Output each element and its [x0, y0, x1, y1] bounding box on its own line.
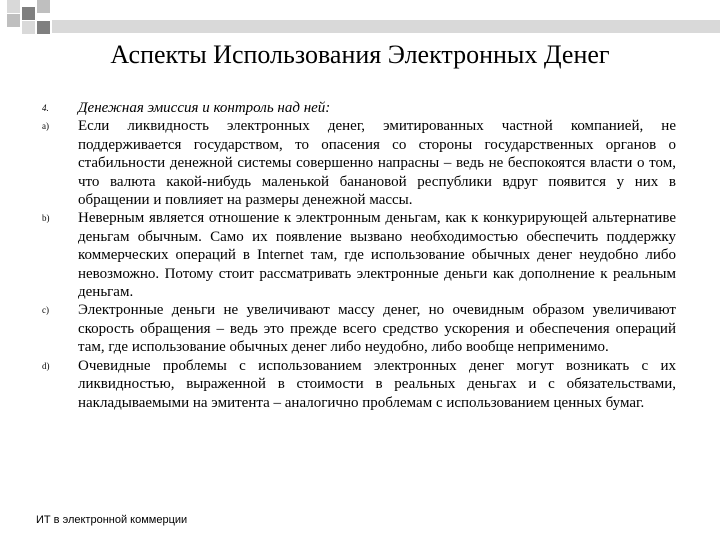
decor-bar: [52, 20, 720, 33]
decor-square: [37, 21, 50, 34]
decor-square: [7, 0, 20, 13]
item-marker: c): [42, 305, 49, 316]
item-marker: d): [42, 360, 50, 371]
list-item: [40, 117, 676, 209]
item-marker: a): [42, 121, 49, 132]
item-marker: b): [42, 213, 50, 224]
item-text: Очевидные проблемы с использованием электронных денег могут возникать с их ликвидностью, выраженной в стоимости в реальных деньгах и с обязательствами, накладываемыми на эмитента – аналогично проблемам с использованием ценных бумаг.: [78, 357, 676, 411]
decor-square: [22, 7, 35, 20]
item-text: Если ликвидность электронных денег, эмитированных частной компанией, не поддерживается государством, то опасения со стороны государственных органов о стабильности денежной системы совершенно напрасны – ведь не беспокоятся власти о том, что валюта какой-нибудь маленькой банановой республики вдруг появится у них в обращении и повлияет на размеры денежной массы.: [78, 118, 676, 209]
item-marker: 4.: [42, 103, 49, 113]
decor-square: [7, 14, 20, 27]
content-list: [40, 99, 676, 412]
item-text: Электронные деньги не увеличивают массу денег, но очевидным образом увеличивают скорость обращения – ведь это прежде всего средство ускорения и обеспечения операций там, где использование обычных денег либо неудобно, либо вообще неприменимо.: [78, 302, 676, 356]
list-item: [40, 357, 676, 412]
decor-square: [37, 0, 50, 13]
list-item: [40, 209, 676, 301]
list-item: [40, 301, 676, 356]
slide-title: Аспекты Использования Электронных Денег: [110, 40, 610, 69]
footer-text: ИТ в электронной коммерции: [36, 514, 188, 526]
section-heading: Денежная эмиссия и контроль над ней:: [78, 100, 331, 116]
list-item: [40, 99, 676, 117]
decor-square: [22, 21, 35, 34]
item-text: Неверным является отношение к электронным деньгам, как к конкурирующей альтернативе деньгам обычным. Само их появление вызвано необходимостью обеспечить поддержку коммерческих операций в Internet там, где использование обычных денег неудобно либо невозможно. Потому стоит рассматривать электронные деньги как дополнение к реальным деньгам.: [78, 210, 676, 301]
